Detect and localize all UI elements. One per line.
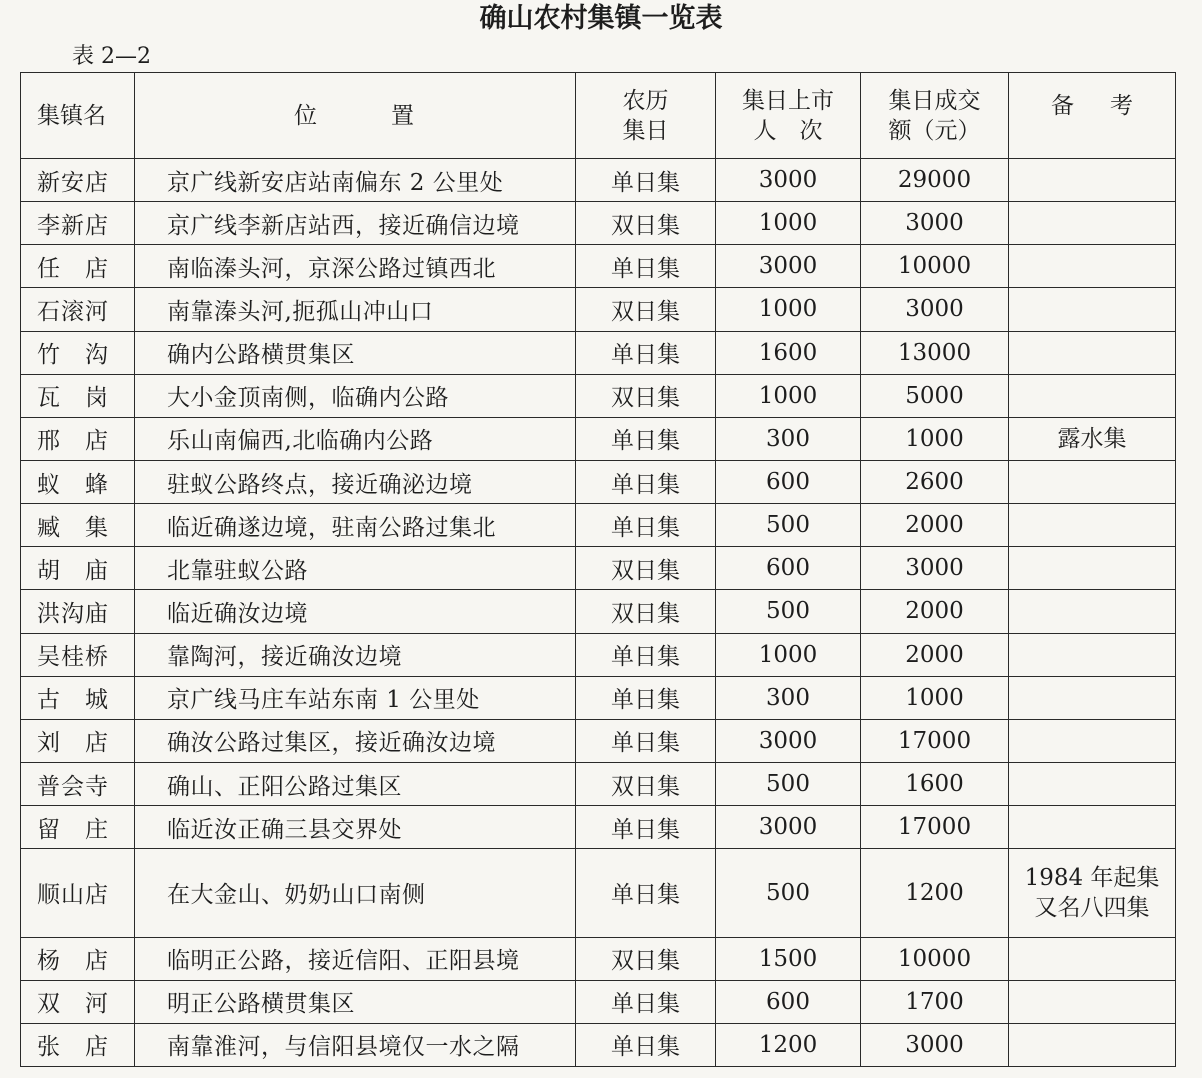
town-name-cell: 张 店 (21, 1023, 135, 1066)
visitors-cell: 600 (716, 547, 861, 590)
turnover-cell: 2000 (861, 633, 1009, 676)
turnover-cell: 10000 (861, 937, 1009, 980)
table-row (21, 806, 1176, 849)
remark-cell (1009, 159, 1176, 202)
town-name-cell: 古 城 (21, 676, 135, 719)
market-day-cell: 双日集 (576, 937, 716, 980)
turnover-cell: 13000 (861, 331, 1009, 374)
visitors-cell: 3000 (716, 719, 861, 762)
market-day-cell: 单日集 (576, 417, 716, 460)
turnover-cell: 3000 (861, 1023, 1009, 1066)
table-row (21, 633, 1176, 676)
visitors-cell: 300 (716, 417, 861, 460)
turnover-cell: 17000 (861, 806, 1009, 849)
table-row (21, 374, 1176, 417)
remark-cell (1009, 676, 1176, 719)
market-day-cell: 单日集 (576, 504, 716, 547)
turnover-cell: 29000 (861, 159, 1009, 202)
location-cell: 临近确汝边境 (135, 590, 576, 633)
location-cell: 在大金山、奶奶山口南侧 (135, 849, 576, 937)
market-day-cell: 单日集 (576, 806, 716, 849)
market-day-cell: 单日集 (576, 245, 716, 288)
town-name-cell: 杨 店 (21, 937, 135, 980)
location-cell: 明正公路横贯集区 (135, 980, 576, 1023)
town-name-cell: 蚁 蜂 (21, 460, 135, 503)
header-turnover: 集日成交 额（元） (861, 73, 1009, 159)
turnover-cell: 1000 (861, 676, 1009, 719)
visitors-cell: 1200 (716, 1023, 861, 1066)
remark-cell (1009, 806, 1176, 849)
location-cell: 确山、正阳公路过集区 (135, 762, 576, 805)
visitors-cell: 600 (716, 980, 861, 1023)
remark-cell (1009, 633, 1176, 676)
header-location: 位 置 (135, 73, 576, 159)
location-cell: 驻蚁公路终点，接近确泌边境 (135, 460, 576, 503)
market-town-table (20, 72, 1176, 1067)
market-day-cell: 单日集 (576, 1023, 716, 1066)
location-cell: 临近汝正确三县交界处 (135, 806, 576, 849)
remark-cell (1009, 460, 1176, 503)
turnover-cell: 3000 (861, 202, 1009, 245)
town-name-cell: 双 河 (21, 980, 135, 1023)
table-row (21, 288, 1176, 331)
market-day-cell: 单日集 (576, 719, 716, 762)
town-name-cell: 胡 庙 (21, 547, 135, 590)
location-cell: 临明正公路，接近信阳、正阳县境 (135, 937, 576, 980)
visitors-cell: 500 (716, 590, 861, 633)
header-remarks: 备 考 (1009, 73, 1176, 159)
table-row (21, 676, 1176, 719)
turnover-cell: 3000 (861, 288, 1009, 331)
remark-cell (1009, 504, 1176, 547)
market-day-cell: 双日集 (576, 288, 716, 331)
table-row (21, 1023, 1176, 1066)
location-cell: 北靠驻蚁公路 (135, 547, 576, 590)
table-row (21, 849, 1176, 937)
town-name-cell: 竹 沟 (21, 331, 135, 374)
remark-cell (1009, 331, 1176, 374)
town-name-cell: 洪沟庙 (21, 590, 135, 633)
remark-cell (1009, 762, 1176, 805)
visitors-cell: 1000 (716, 633, 861, 676)
table-number: 表 2—2 (72, 44, 151, 69)
visitors-cell: 3000 (716, 159, 861, 202)
remark-cell (1009, 937, 1176, 980)
market-day-cell: 双日集 (576, 374, 716, 417)
visitors-cell: 1600 (716, 331, 861, 374)
market-day-cell: 单日集 (576, 849, 716, 937)
town-name-cell: 臧 集 (21, 504, 135, 547)
market-day-cell: 双日集 (576, 762, 716, 805)
table-row (21, 159, 1176, 202)
market-day-cell: 单日集 (576, 159, 716, 202)
market-day-cell: 双日集 (576, 202, 716, 245)
remark-cell: 露水集 (1009, 417, 1176, 460)
town-name-cell: 任 店 (21, 245, 135, 288)
visitors-cell: 3000 (716, 806, 861, 849)
table-row (21, 590, 1176, 633)
town-name-cell: 顺山店 (21, 849, 135, 937)
town-name-cell: 留 庄 (21, 806, 135, 849)
table-row (21, 719, 1176, 762)
visitors-cell: 300 (716, 676, 861, 719)
location-cell: 确内公路横贯集区 (135, 331, 576, 374)
remark-cell (1009, 1023, 1176, 1066)
location-cell: 京广线马庄车站东南 1 公里处 (135, 676, 576, 719)
header-town-name: 集镇名 (21, 73, 135, 159)
visitors-cell: 1000 (716, 288, 861, 331)
turnover-cell: 2600 (861, 460, 1009, 503)
visitors-cell: 500 (716, 849, 861, 937)
table-row (21, 202, 1176, 245)
market-day-cell: 单日集 (576, 633, 716, 676)
remark-cell (1009, 202, 1176, 245)
header-row (21, 73, 1176, 159)
location-cell: 京广线新安店站南偏东 2 公里处 (135, 159, 576, 202)
location-cell: 南临溱头河，京深公路过镇西北 (135, 245, 576, 288)
visitors-cell: 3000 (716, 245, 861, 288)
turnover-cell: 1600 (861, 762, 1009, 805)
location-cell: 南靠溱头河,扼孤山冲山口 (135, 288, 576, 331)
remark-cell (1009, 374, 1176, 417)
location-cell: 乐山南偏西,北临确内公路 (135, 417, 576, 460)
visitors-cell: 500 (716, 762, 861, 805)
turnover-cell: 10000 (861, 245, 1009, 288)
location-cell: 南靠淮河，与信阳县境仅一水之隔 (135, 1023, 576, 1066)
market-day-cell: 单日集 (576, 460, 716, 503)
table-row (21, 460, 1176, 503)
remark-cell (1009, 245, 1176, 288)
market-day-cell: 单日集 (576, 331, 716, 374)
header-visitors: 集日上市 人 次 (716, 73, 861, 159)
visitors-cell: 500 (716, 504, 861, 547)
table-row (21, 980, 1176, 1023)
town-name-cell: 新安店 (21, 159, 135, 202)
location-cell: 大小金顶南侧，临确内公路 (135, 374, 576, 417)
page-title: 确山农村集镇一览表 (479, 3, 723, 34)
turnover-cell: 5000 (861, 374, 1009, 417)
remark-cell (1009, 288, 1176, 331)
remark-cell (1009, 719, 1176, 762)
town-name-cell: 邢 店 (21, 417, 135, 460)
visitors-cell: 600 (716, 460, 861, 503)
turnover-cell: 3000 (861, 547, 1009, 590)
turnover-cell: 1000 (861, 417, 1009, 460)
turnover-cell: 17000 (861, 719, 1009, 762)
location-cell: 京广线李新店站西，接近确信边境 (135, 202, 576, 245)
turnover-cell: 2000 (861, 504, 1009, 547)
visitors-cell: 1500 (716, 937, 861, 980)
remark-cell (1009, 590, 1176, 633)
turnover-cell: 1700 (861, 980, 1009, 1023)
location-cell: 靠陶河，接近确汝边境 (135, 633, 576, 676)
town-name-cell: 石滚河 (21, 288, 135, 331)
remark-cell: 1984 年起集 又名八四集 (1009, 849, 1176, 937)
table-row (21, 417, 1176, 460)
turnover-cell: 1200 (861, 849, 1009, 937)
table-row (21, 331, 1176, 374)
town-name-cell: 瓦 岗 (21, 374, 135, 417)
town-name-cell: 李新店 (21, 202, 135, 245)
table-row (21, 937, 1176, 980)
town-name-cell: 刘 店 (21, 719, 135, 762)
location-cell: 临近确遂边境，驻南公路过集北 (135, 504, 576, 547)
market-day-cell: 单日集 (576, 676, 716, 719)
town-name-cell: 普会寺 (21, 762, 135, 805)
market-day-cell: 单日集 (576, 980, 716, 1023)
location-cell: 确汝公路过集区，接近确汝边境 (135, 719, 576, 762)
market-day-cell: 双日集 (576, 547, 716, 590)
table-row (21, 245, 1176, 288)
remark-cell (1009, 980, 1176, 1023)
market-day-cell: 双日集 (576, 590, 716, 633)
visitors-cell: 1000 (716, 374, 861, 417)
header-lunar-market-day: 农历 集日 (576, 73, 716, 159)
table-row (21, 547, 1176, 590)
visitors-cell: 1000 (716, 202, 861, 245)
turnover-cell: 2000 (861, 590, 1009, 633)
remark-cell (1009, 547, 1176, 590)
table-row (21, 504, 1176, 547)
town-name-cell: 吴桂桥 (21, 633, 135, 676)
table-row (21, 762, 1176, 805)
